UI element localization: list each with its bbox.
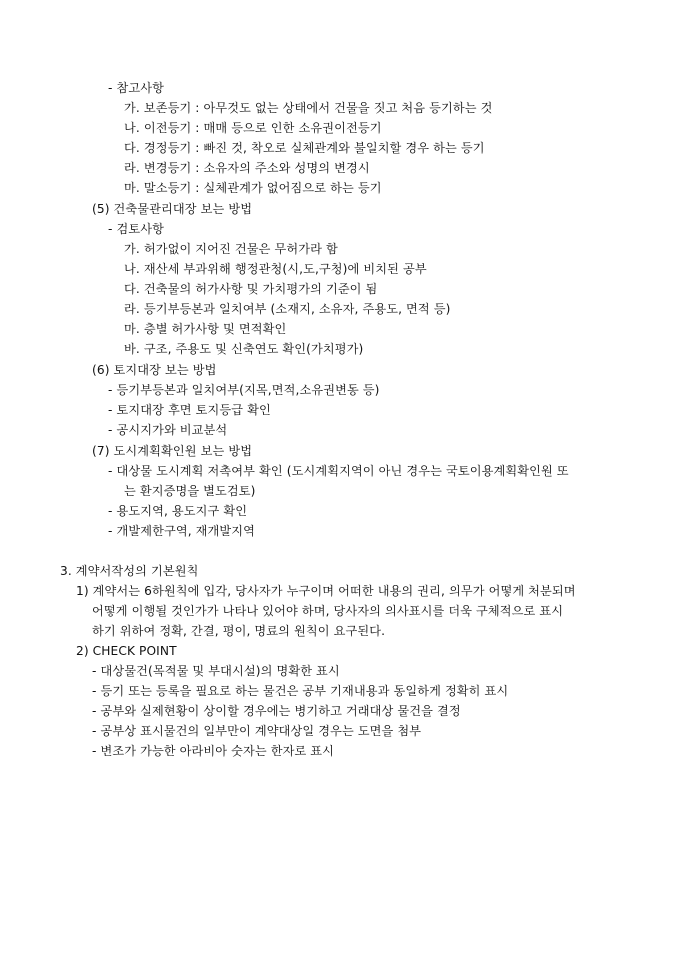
paragraph-1-line: 하기 위하여 정확, 간결, 평이, 명료의 원칙이 요구된다. [92,624,386,638]
reference-heading: - 참고사항 [108,81,164,95]
reference-item: 마. 말소등기 : 실체관계가 없어짐으로 하는 등기 [124,181,382,195]
land-item: - 공시지가와 비교분석 [108,423,228,437]
plan-item-continuation: 는 환지증명을 별도검토) [124,484,256,498]
review-item: 바. 구조, 주용도 및 신축연도 확인(가치평가) [124,342,364,356]
check-item: - 공부와 실제현황이 상이할 경우에는 병기하고 거래대상 물건을 결정 [92,704,461,718]
review-item: 가. 허가없이 지어진 건물은 무허가라 함 [124,242,338,256]
check-item: - 공부상 표시물건의 일부만이 계약대상일 경우는 도면을 첨부 [92,724,422,738]
plan-item: - 대상물 도시계획 저촉여부 확인 (도시계획지역이 아닌 경우는 국토이용계획확인원 또 [108,464,569,478]
plan-item: - 용도지역, 용도지구 확인 [108,504,248,518]
reference-item: 가. 보존등기 : 아무것도 없는 상태에서 건물을 짓고 처음 등기하는 것 [124,101,493,115]
check-point-heading: 2) CHECK POINT [76,644,177,658]
check-item: - 대상물건(목적물 및 부대시설)의 명확한 표시 [92,664,340,678]
section-title-3: 3. 계약서작성의 기본원칙 [60,564,199,578]
reference-item: 나. 이전등기 : 매매 등으로 인한 소유권이전등기 [124,121,382,135]
review-item: 나. 재산세 부과위해 행정관청(시,도,구청)에 비치된 공부 [124,262,427,276]
paragraph-1-line: 1) 계약서는 6하원칙에 입각, 당사자가 누구이며 어떠한 내용의 권리, 의무가 어떻게 처분되며 [76,584,576,598]
review-item: 다. 건축물의 허가사항 및 가치평가의 기준이 됨 [124,282,378,296]
section-heading-6: (6) 토지대장 보는 방법 [92,363,217,377]
plan-item: - 개발제한구역, 재개발지역 [108,524,256,538]
land-item: - 토지대장 후면 토지등급 확인 [108,403,271,417]
review-heading: - 검토사항 [108,222,164,236]
section-heading-7: (7) 도시계획확인원 보는 방법 [92,444,253,458]
review-item: 라. 등기부등본과 일치여부 (소재지, 소유자, 주용도, 면적 등) [124,302,451,316]
reference-item: 라. 변경등기 : 소유자의 주소와 성명의 변경시 [124,161,370,175]
land-item: - 등기부등본과 일치여부(지목,면적,소유권변동 등) [108,383,380,397]
review-item: 마. 층별 허가사항 및 면적확인 [124,322,287,336]
check-item: - 변조가 가능한 아라비아 숫자는 한자로 표시 [92,744,335,758]
section-heading-5: (5) 건축물관리대장 보는 방법 [92,202,253,216]
reference-item: 다. 경정등기 : 빠진 것, 착오로 실체관계와 불일치할 경우 하는 등기 [124,141,485,155]
check-item: - 등기 또는 등록을 필요로 하는 물건은 공부 기재내용과 동일하게 정확히 표시 [92,684,509,698]
paragraph-1-line: 어떻게 이행될 것인가가 나타나 있어야 하며, 당사자의 의사표시를 더욱 구체적으로 표시 [92,604,564,618]
